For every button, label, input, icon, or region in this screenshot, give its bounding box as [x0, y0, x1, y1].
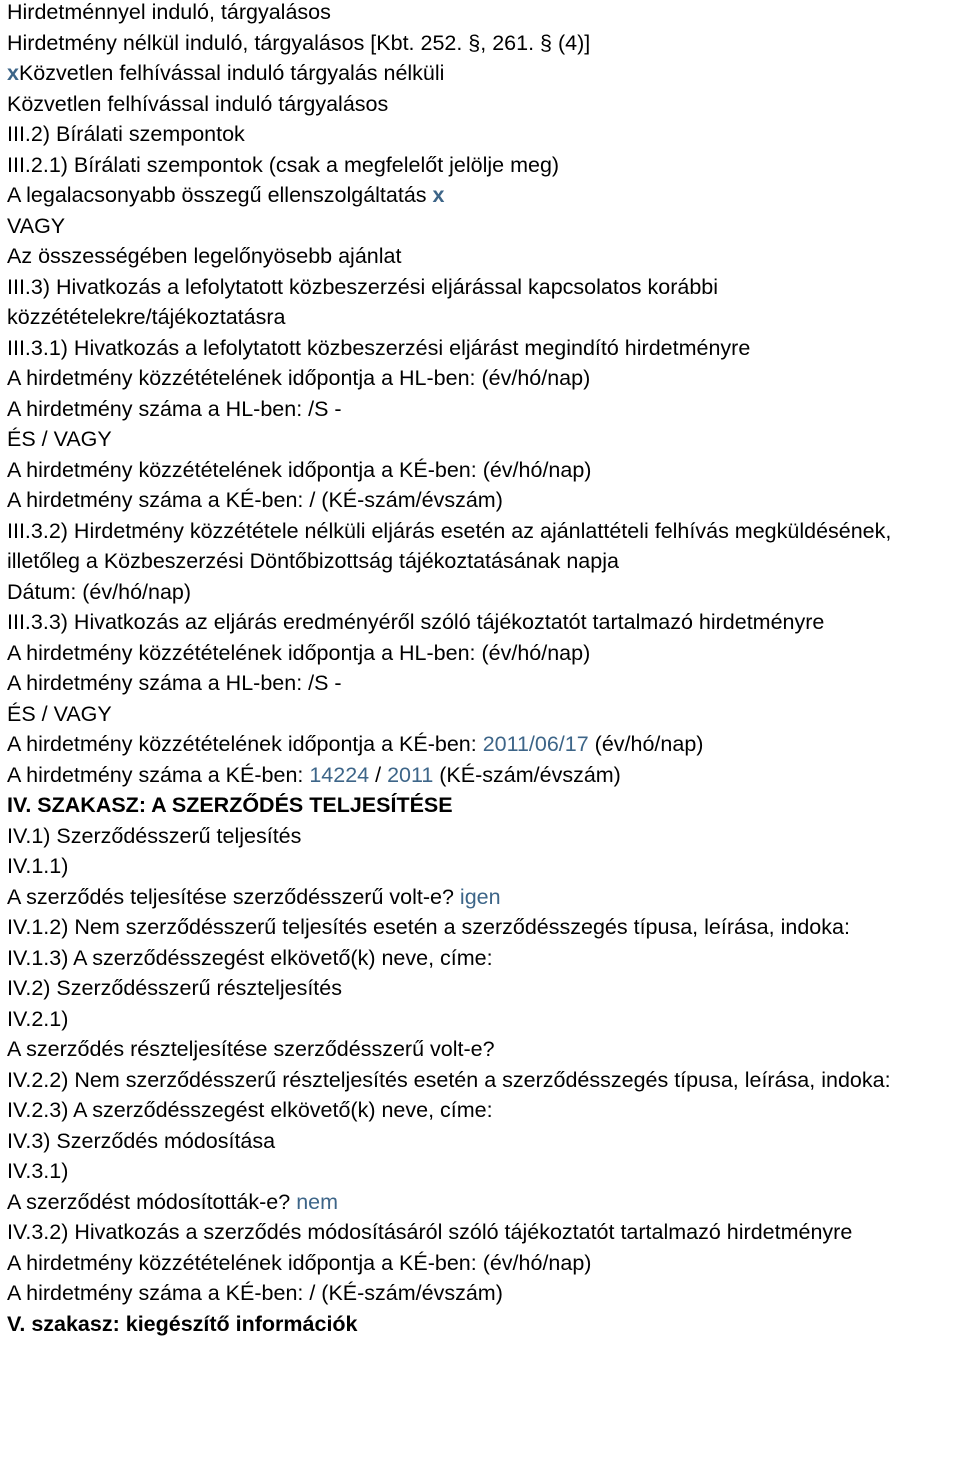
selected-mark: x [7, 61, 19, 85]
section-heading: III.3.2) Hirdetmény közzététele nélküli eljárás esetén az ajánlattételi felhívás megküldésének, illetőleg a Közbeszerzési Döntőbizottság tájékoztatásának napja [7, 518, 892, 573]
part-heading: V. szakasz: kiegészítő információk [7, 1311, 358, 1336]
section-heading: IV.2) Szerződésszerű részteljesítés [7, 976, 342, 1000]
section-heading: III.2) Bírálati szempontok [7, 122, 245, 146]
field-value: 2011/06/17 [482, 732, 589, 756]
section-heading: IV.3) Szerződés módosítása [7, 1128, 276, 1153]
field-row: Dátum: (év/hó/nap) [7, 579, 192, 604]
section-heading: III.2.1) Bírálati szempontok (csak a megfelelőt jelölje meg) [7, 152, 560, 177]
field-label: A szerződést módosították-e? [7, 1189, 297, 1214]
procedure-type-option: Közvetlen felhívással induló tárgyalásos [7, 91, 389, 116]
section-heading: III.3) Hivatkozás a lefolytatott közbeszerzési eljárással kapcsolatos korábbi közzétételekre/tájékoztatásra [7, 274, 719, 329]
field-row: A hirdetmény száma a KÉ-ben: / (KÉ-szám/évszám) [7, 1281, 503, 1305]
section-heading: IV.3.2) Hivatkozás a szerződés módosításáról szóló tájékoztatót tartalmazó hirdetményre [7, 1220, 853, 1244]
procedure-type-option-selected [7, 58, 957, 89]
subsection-number: IV.3.1) [7, 1159, 69, 1183]
section-heading: IV.2.2) Nem szerződésszerű részteljesítés esetén a szerződésszegés típusa, leírása, indoka: [7, 1067, 891, 1092]
field-row: A hirdetmény közzétételének időpontja a KÉ-ben: (év/hó/nap) [7, 457, 592, 482]
field-row: A hirdetmény száma a KÉ-ben: / (KÉ-szám/évszám) [7, 488, 503, 512]
selected-mark: x [432, 183, 445, 207]
field-row: A hirdetmény közzétételének időpontja a HL-ben: (év/hó/nap) [7, 640, 591, 665]
section-heading: III.3.1) Hivatkozás a lefolytatott közbeszerzési eljárást megindító hirdetményre [7, 335, 751, 360]
subsection-number: IV.2.1) [7, 1006, 69, 1031]
section-heading: IV.1.3) A szerződésszegést elkövető(k) neve, címe: [7, 945, 493, 970]
field-label: A hirdetmény száma a KÉ-ben: [7, 762, 310, 787]
field-row: A hirdetmény száma a HL-ben: /S - [7, 671, 342, 695]
procedure-type-option: Hirdetménnyel induló, tárgyalásos [7, 0, 331, 24]
field-row: A hirdetmény száma a HL-ben: /S - [7, 396, 342, 421]
section-heading: IV.1) Szerződésszerű teljesítés [7, 823, 302, 848]
subsection-number: IV.1.1) [7, 854, 69, 878]
and-or-separator: ÉS / VAGY [7, 701, 112, 726]
field-row: A hirdetmény közzétételének időpontja a HL-ben: (év/hó/nap) [7, 366, 591, 390]
field-suffix: (KÉ-szám/évszám) [433, 762, 621, 787]
field-label: A szerződés teljesítése szerződésszerű volt-e? [7, 884, 460, 909]
field-label: A hirdetmény közzétételének időpontja a KÉ-ben: [7, 732, 483, 756]
section-heading: IV.2.3) A szerződésszegést elkövető(k) neve, címe: [7, 1098, 493, 1122]
procedure-type-label: Közvetlen felhívással induló tárgyalás nélküli [18, 61, 445, 85]
field-row-publication-date [7, 729, 957, 760]
or-separator: VAGY [7, 213, 66, 238]
criteria-option-selected [7, 180, 957, 211]
field-row: A hirdetmény közzétételének időpontja a KÉ-ben: (év/hó/nap) [7, 1250, 592, 1275]
section-heading: III.3.3) Hivatkozás az eljárás eredményéről szóló tájékoztatót tartalmazó hirdetményre [7, 610, 825, 634]
field-row-modification [7, 1187, 957, 1218]
procedure-type-option: Hirdetmény nélkül induló, tárgyalásos [Kbt. 252. §, 261. § (4)] [7, 30, 591, 55]
document-body [7, 0, 957, 1339]
and-or-separator: ÉS / VAGY [7, 427, 112, 451]
field-value: igen [459, 884, 501, 909]
field-value: nem [296, 1189, 339, 1214]
field-value-number: 14224 [309, 762, 370, 787]
field-separator: / [369, 762, 388, 787]
field-suffix: (év/hó/nap) [588, 732, 704, 756]
field-row-performance [7, 882, 957, 913]
criteria-label: A legalacsonyabb összegű ellenszolgáltatás [7, 183, 433, 207]
field-row: A szerződés részteljesítése szerződésszerű volt-e? [7, 1037, 495, 1061]
field-value-year: 2011 [387, 762, 434, 787]
section-heading: IV.1.2) Nem szerződésszerű teljesítés esetén a szerződésszegés típusa, leírása, indoka: [7, 915, 850, 939]
part-heading: IV. SZAKASZ: A SZERZŐDÉS TELJESÍTÉSE [7, 793, 453, 817]
field-row-publication-number [7, 760, 957, 791]
criteria-option: Az összességében legelőnyösebb ajánlat [7, 244, 402, 268]
